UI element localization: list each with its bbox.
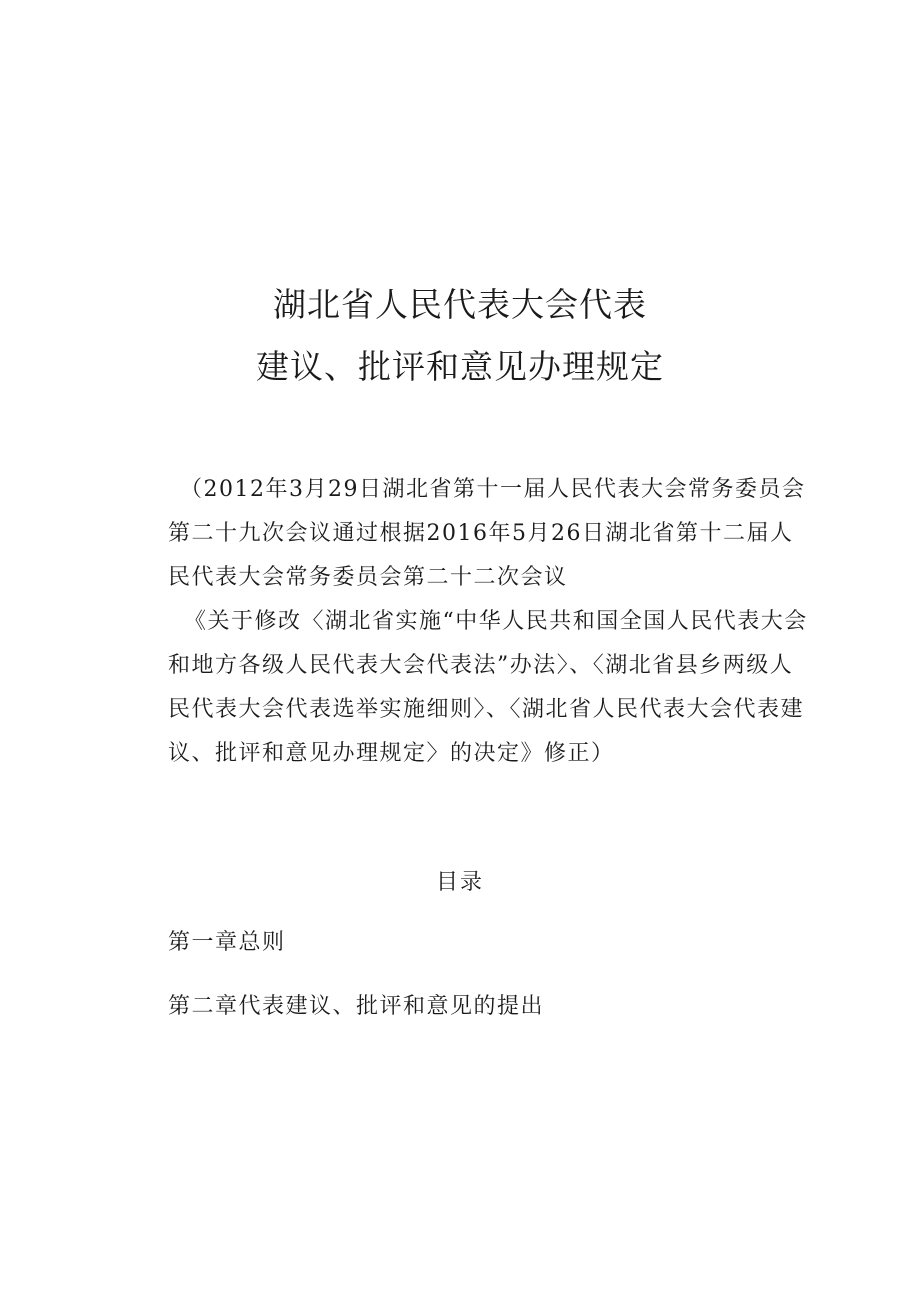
document-title-line-2: 建议、批评和意见办理规定 bbox=[256, 347, 664, 386]
toc-item-chapter-2: 第二章代表建议、批评和意见的提出 bbox=[168, 994, 545, 1019]
enactment-note-paragraph-2: 《关于修改〈湖北省实施“中华人民共和国全国人民代表大会和地方各级人民代表大会代表法”办法〉、〈湖北省县乡两级人民代表大会代表选举实施细则〉、〈湖北省人民代表大会代表建议、批评和意见办理规定〉的决定》修正） bbox=[168, 609, 808, 766]
enactment-note-paragraph-1: （2012年3月29日湖北省第十一届人民代表大会常务委员会第二十九次会议通过根据2016年5月26日湖北省第十二届人民代表大会常务委员会第二十二次会议 bbox=[168, 477, 806, 590]
document-title-line-1: 湖北省人民代表大会代表 bbox=[273, 285, 647, 324]
toc-item-chapter-1: 第一章总则 bbox=[168, 930, 286, 955]
enactment-note bbox=[168, 468, 808, 776]
table-of-contents-heading: 目录 bbox=[435, 870, 484, 895]
